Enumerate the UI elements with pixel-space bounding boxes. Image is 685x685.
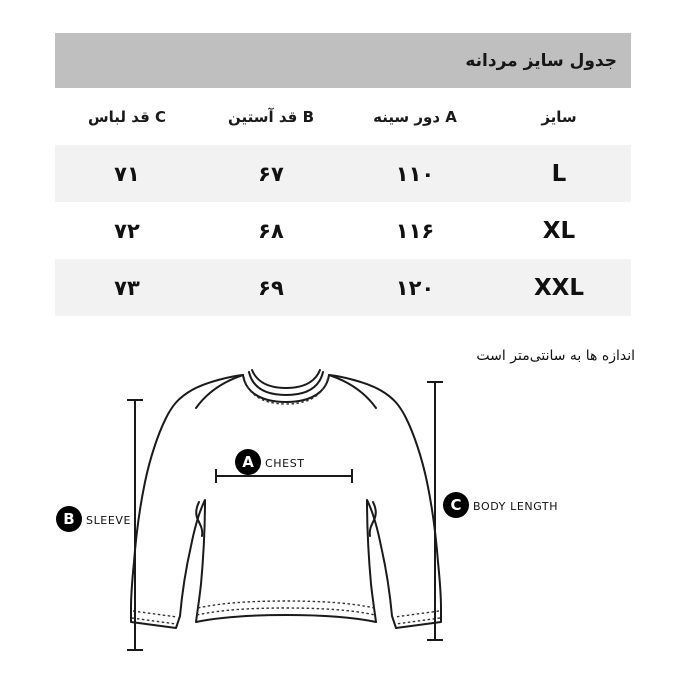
table-row	[55, 145, 631, 202]
cell-size: L	[487, 145, 631, 202]
cell-sleeve-length: ۶۷	[199, 145, 343, 202]
table-title-band	[55, 33, 631, 88]
table-row	[55, 259, 631, 316]
marker-a-label: CHEST	[265, 457, 305, 470]
column-header-body-length: C قد لباس	[55, 88, 199, 145]
cell-body-length: ۷۳	[55, 259, 199, 316]
page-title: جدول سایز مردانه	[465, 50, 617, 71]
marker-b-letter: B	[63, 510, 75, 528]
column-header-chest: A دور سینه	[343, 88, 487, 145]
garment-diagram	[0, 330, 685, 685]
units-note: اندازه ها به سانتی‌متر است	[476, 348, 635, 364]
table-column-headers	[55, 88, 631, 145]
cell-body-length: ۷۱	[55, 145, 199, 202]
sweatshirt-illustration	[131, 370, 441, 628]
column-header-size: سایز	[487, 88, 631, 145]
column-header-sleeve-length: B قد آستین	[199, 88, 343, 145]
table-row	[55, 202, 631, 259]
size-chart-table	[55, 33, 631, 316]
cell-sleeve-length: ۶۹	[199, 259, 343, 316]
marker-b-label: SLEEVE	[86, 514, 132, 527]
cell-chest: ۱۱۰	[343, 145, 487, 202]
marker-a-letter: A	[242, 453, 254, 471]
cell-chest: ۱۲۰	[343, 259, 487, 316]
cell-size: XXL	[487, 259, 631, 316]
cell-body-length: ۷۲	[55, 202, 199, 259]
cell-chest: ۱۱۶	[343, 202, 487, 259]
cell-size: XL	[487, 202, 631, 259]
marker-c-label: BODY LENGTH	[473, 500, 559, 513]
chart-title-cell	[55, 33, 631, 88]
cell-sleeve-length: ۶۸	[199, 202, 343, 259]
marker-c-letter: C	[450, 496, 462, 514]
